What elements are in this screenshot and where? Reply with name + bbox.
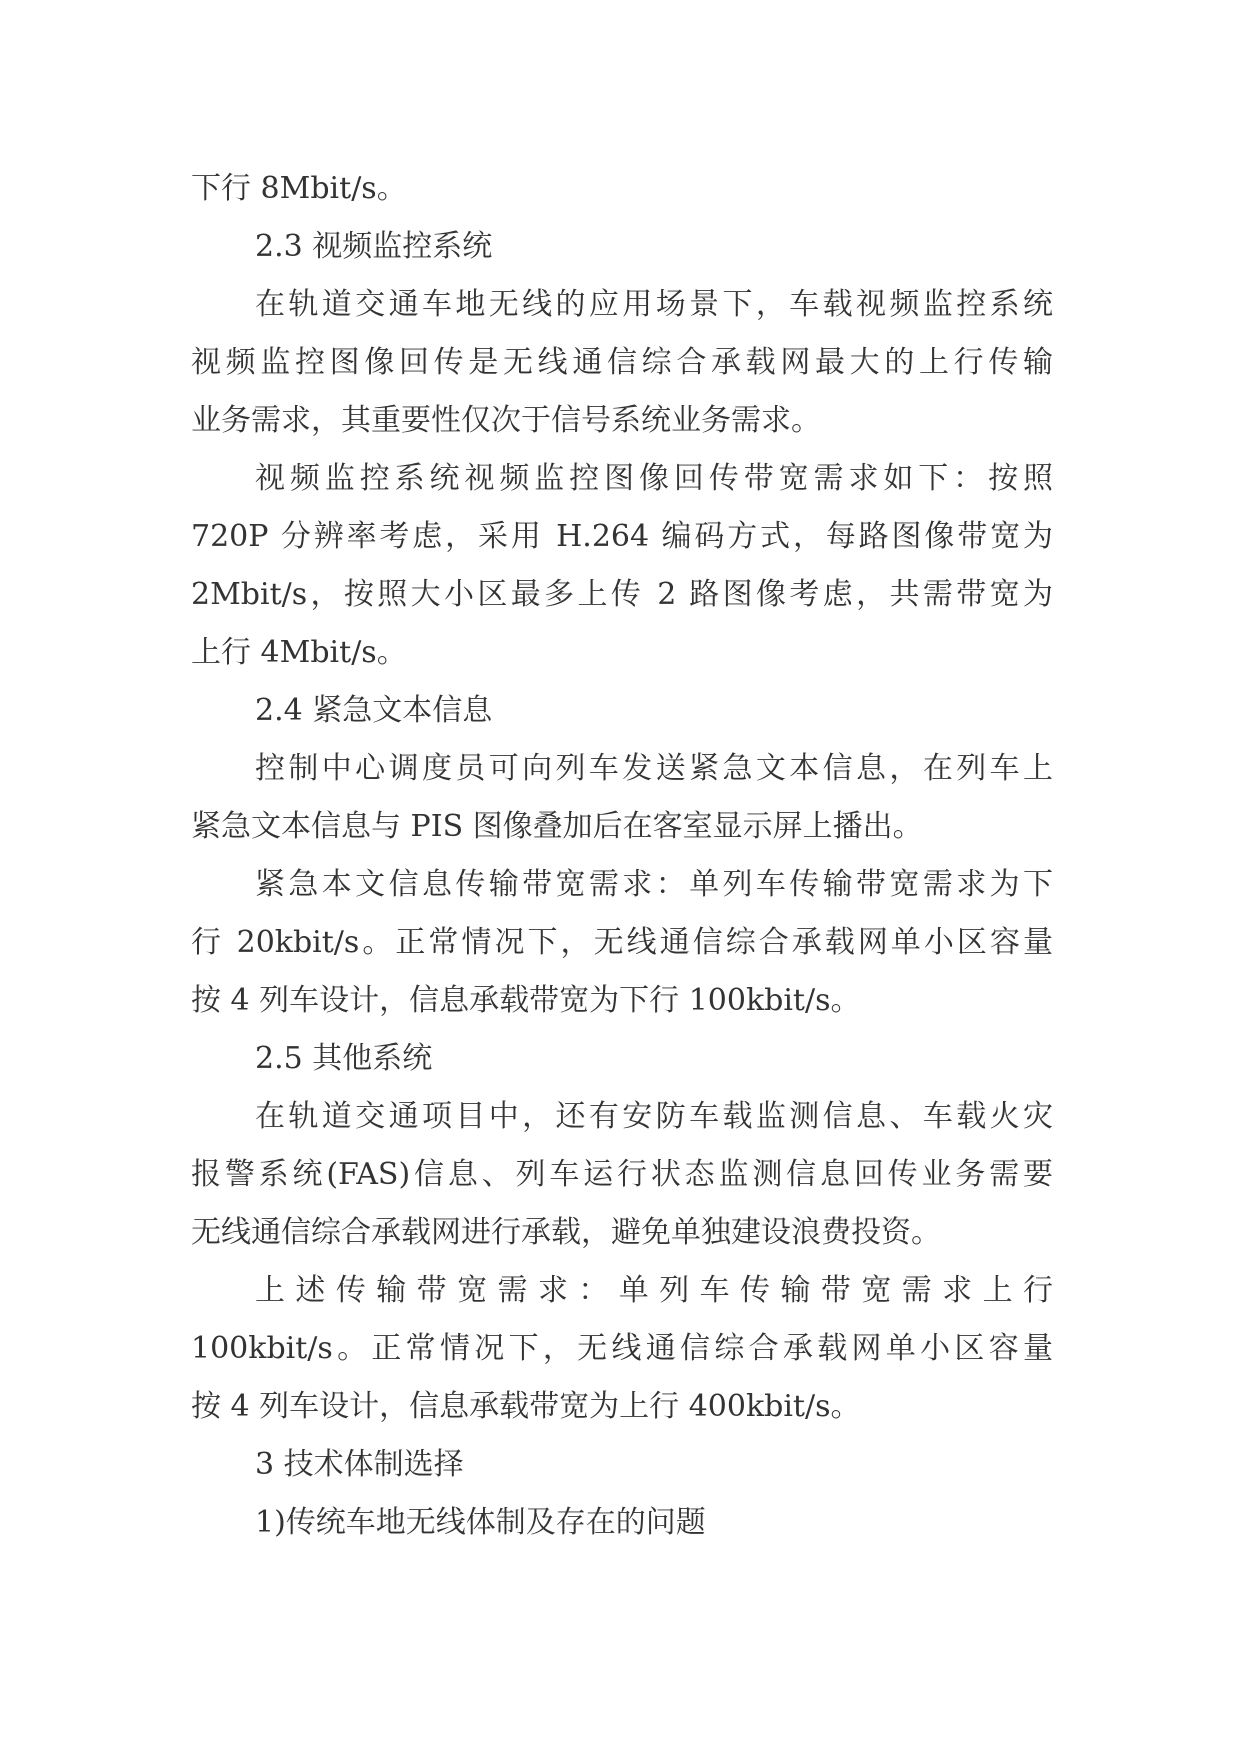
text-line: 视频监控图像回传是无线通信综合承载网最大的上行传输 (191, 345, 1053, 380)
text-line: 紧急文本信息与 PIS 图像叠加后在客室显示屏上播出。 (191, 809, 923, 844)
text-line: 下行 8Mbit/s。 (191, 171, 407, 206)
text-line: 1)传统车地无线体制及存在的问题 (255, 1505, 706, 1540)
text-line: 2.4 紧急文本信息 (255, 693, 493, 728)
text-line: 业务需求，其重要性仅次于信号系统业务需求。 (191, 403, 821, 438)
body-text (191, 160, 1053, 1552)
text-line: 2.3 视频监控系统 (255, 229, 493, 264)
text-line: 3 技术体制选择 (255, 1447, 464, 1482)
text-line: 上行 4Mbit/s。 (191, 635, 407, 670)
text-line: 按 4 列车设计，信息承载带宽为上行 400kbit/s。 (191, 1389, 861, 1424)
text-line: 上述传输带宽需求：单列车传输带宽需求上行 (255, 1273, 1053, 1308)
text-line: 视频监控系统视频监控图像回传带宽需求如下：按照 (255, 461, 1053, 496)
text-line: 2.5 其他系统 (255, 1041, 433, 1076)
text-line: 2Mbit/s，按照大小区最多上传 2 路图像考虑，共需带宽为 (191, 577, 1053, 612)
text-line: 720P 分辨率考虑，采用 H.264 编码方式，每路图像带宽为 (191, 519, 1053, 554)
text-line: 行 20kbit/s。正常情况下，无线通信综合承载网单小区容量 (191, 925, 1053, 960)
text-line: 在轨道交通车地无线的应用场景下，车载视频监控系统 (255, 287, 1053, 322)
text-line: 紧急本文信息传输带宽需求：单列车传输带宽需求为下 (255, 867, 1053, 902)
text-line: 在轨道交通项目中，还有安防车载监测信息、车载火灾 (255, 1099, 1053, 1134)
text-line: 按 4 列车设计，信息承载带宽为下行 100kbit/s。 (191, 983, 861, 1018)
text-line: 无线通信综合承载网进行承载，避免单独建设浪费投资。 (191, 1215, 941, 1250)
text-line: 100kbit/s。正常情况下，无线通信综合承载网单小区容量 (191, 1331, 1053, 1366)
text-line: 报警系统(FAS)信息、列车运行状态监测信息回传业务需要 (191, 1157, 1053, 1192)
text-line: 控制中心调度员可向列车发送紧急文本信息，在列车上 (255, 751, 1053, 786)
